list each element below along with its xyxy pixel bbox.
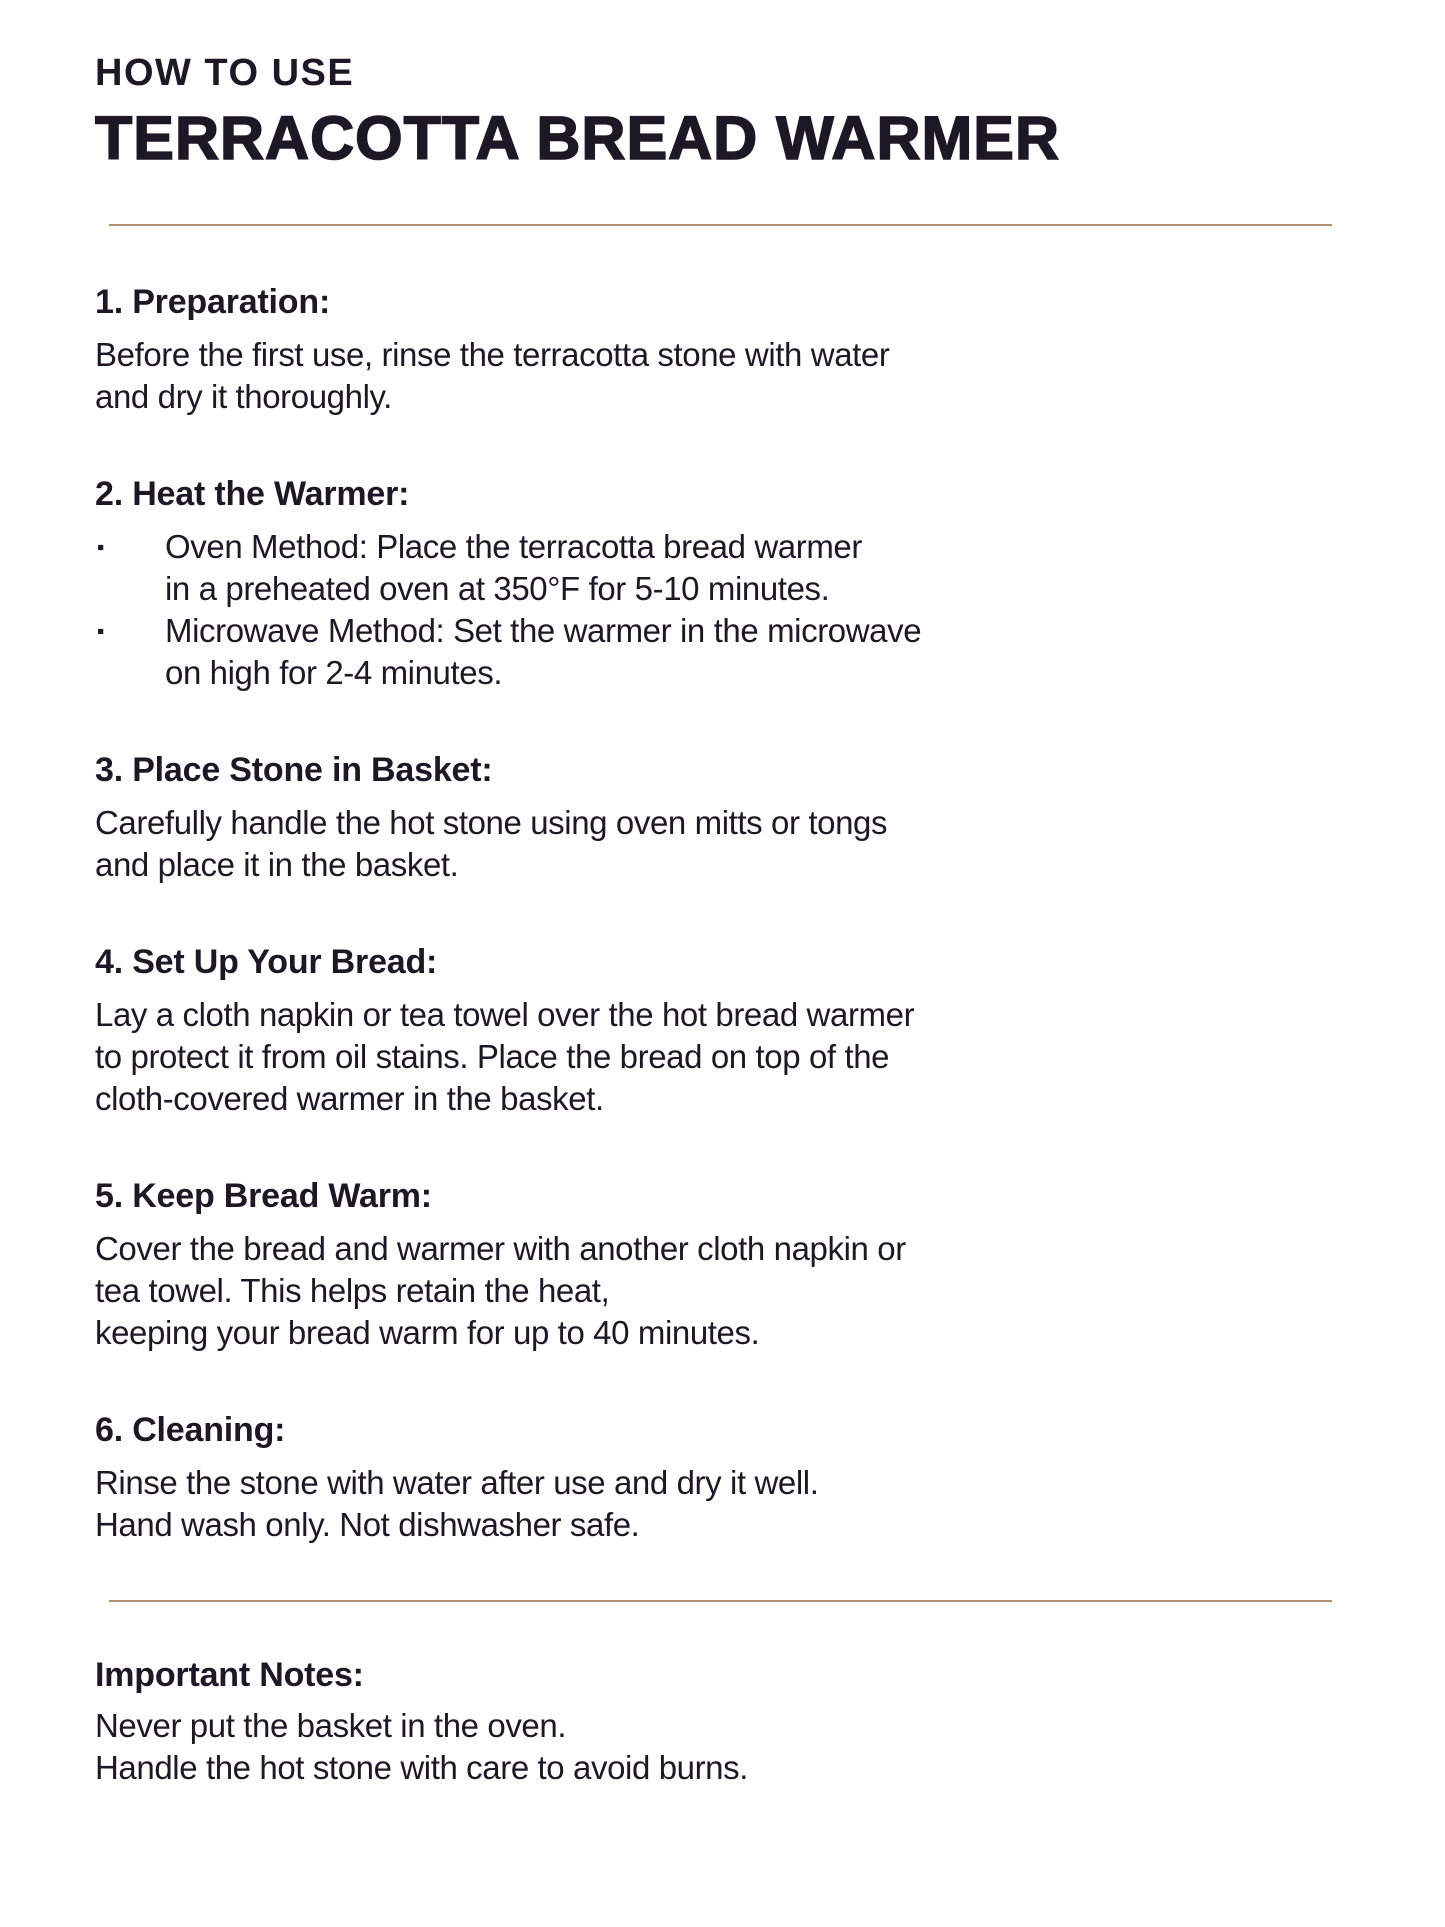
- body-line: keeping your bread warm for up to 40 minutes.: [95, 1313, 760, 1351]
- section-cleaning: [95, 1409, 1350, 1546]
- body-line: Never put the basket in the oven.: [95, 1706, 567, 1744]
- body-line: Lay a cloth napkin or tea towel over the hot bread warmer: [95, 995, 915, 1033]
- body-line: tea towel. This helps retain the heat,: [95, 1271, 610, 1309]
- section-heading: 6. Cleaning:: [95, 1410, 286, 1449]
- section-body: [95, 1462, 1350, 1546]
- section-heading: Important Notes:: [95, 1655, 364, 1694]
- section-important-notes: [95, 1654, 1350, 1789]
- section-body: [95, 994, 1350, 1120]
- body-line: Handle the hot stone with care to avoid burns.: [95, 1748, 749, 1786]
- section-heading: 2. Heat the Warmer:: [95, 474, 410, 513]
- body-line: to protect it from oil stains. Place the bread on top of the: [95, 1037, 890, 1075]
- section-heading: 4. Set Up Your Bread:: [95, 942, 438, 981]
- list-item: [95, 610, 1350, 694]
- body-line: Rinse the stone with water after use and dry it well.: [95, 1463, 819, 1501]
- body-line: and dry it thoroughly.: [95, 377, 392, 415]
- list-item: [95, 526, 1350, 610]
- document-header: [95, 52, 1350, 170]
- body-line: in a preheated oven at 350°F for 5-10 minutes.: [165, 569, 830, 607]
- body-line: Microwave Method: Set the warmer in the microwave: [165, 611, 922, 649]
- body-line: Cover the bread and warmer with another cloth napkin or: [95, 1229, 906, 1267]
- divider-bottom: [109, 1600, 1332, 1602]
- page-title: TERRACOTTA BREAD WARMER: [95, 103, 1061, 172]
- section-heading: 5. Keep Bread Warm:: [95, 1176, 432, 1215]
- body-line: Carefully handle the hot stone using oven mitts or tongs: [95, 803, 888, 841]
- body-line: and place it in the basket.: [95, 845, 459, 883]
- section-keep-bread-warm: [95, 1175, 1350, 1354]
- section-preparation: [95, 281, 1350, 418]
- body-line: on high for 2-4 minutes.: [165, 653, 503, 691]
- section-body: [95, 1228, 1350, 1354]
- section-place-stone-in-basket: [95, 749, 1350, 886]
- bullet-list: [95, 526, 1350, 694]
- body-line: Oven Method: Place the terracotta bread warmer: [165, 527, 862, 565]
- section-set-up-your-bread: [95, 941, 1350, 1120]
- section-heat-the-warmer: [95, 473, 1350, 694]
- square-bullet-icon: ▪: [97, 619, 105, 643]
- square-bullet-icon: ▪: [97, 535, 105, 559]
- section-heading: 1. Preparation:: [95, 282, 331, 321]
- section-body: [95, 1705, 1350, 1789]
- body-line: Before the first use, rinse the terracotta stone with water: [95, 335, 890, 373]
- body-line: Hand wash only. Not dishwasher safe.: [95, 1505, 640, 1543]
- eyebrow-text: HOW TO USE: [95, 52, 355, 94]
- body-line: cloth-covered warmer in the basket.: [95, 1079, 604, 1117]
- divider-top: [109, 224, 1332, 226]
- section-heading: 3. Place Stone in Basket:: [95, 750, 493, 789]
- section-body: [95, 802, 1350, 886]
- section-body: [95, 334, 1350, 418]
